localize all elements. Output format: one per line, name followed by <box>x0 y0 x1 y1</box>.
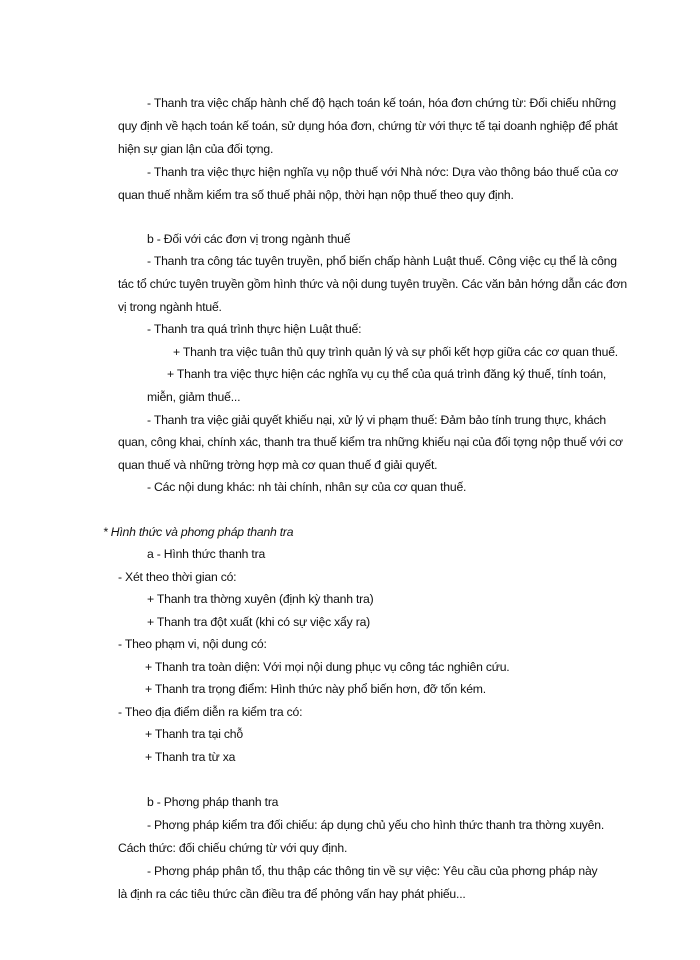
paragraph-line: quy định về hạch toán kế toán, sử dụng hóa đơn, chứng từ với thực tế tại doanh nghiệp để phát <box>118 119 618 133</box>
paragraph-line: - Thanh tra việc giải quyết khiếu nại, xử lý vi phạm thuế: Đảm bảo tính trung thực, khách <box>147 413 606 427</box>
list-item: + Thanh tra trọng điểm: Hình thức này phổ biến hơn, đỡ tốn kém. <box>145 682 486 696</box>
list-item: + Thanh tra đột xuất (khi có sự việc xẩy ra) <box>147 615 371 629</box>
paragraph-line: + Thanh tra việc tuân thủ quy trình quản lý và sự phối kết hợp giữa các cơ quan thuế. <box>173 345 618 359</box>
list-item: + Thanh tra từ xa <box>145 750 236 764</box>
list-item: + Thanh tra tại chỗ <box>145 727 243 741</box>
list-item: - Xét theo thời gian có: <box>118 570 237 584</box>
section-heading: a - Hình thức thanh tra <box>147 547 266 561</box>
paragraph-line: - Thanh tra việc chấp hành chế độ hạch toán kế toán, hóa đơn chứng từ: Đối chiếu những <box>147 96 617 110</box>
paragraph-line: vị trong ngành htuế. <box>118 300 222 314</box>
paragraph-line: hiện sự gian lận của đối tợng. <box>118 142 274 156</box>
list-item: + Thanh tra thờng xuyên (định kỳ thanh tra) <box>147 592 374 606</box>
paragraph-line: Cách thức: đối chiếu chứng từ với quy định. <box>118 841 348 855</box>
paragraph-line: - Phơng pháp kiểm tra đối chiếu: áp dụng chủ yếu cho hình thức thanh tra thờng xuyên. <box>147 818 605 832</box>
paragraph-line: quan, công khai, chính xác, thanh tra thuế kiểm tra những khiếu nại của đối tợng nộp thuế với cơ <box>118 435 623 449</box>
list-item: - Theo địa điểm diễn ra kiểm tra có: <box>118 705 303 719</box>
paragraph-line: - Các nội dung khác: nh tài chính, nhân sự của cơ quan thuế. <box>147 480 467 494</box>
paragraph-line: quan thuế và những trờng hợp mà cơ quan thuế đ giải quyết. <box>118 458 438 472</box>
paragraph-line: quan thuế nhằm kiểm tra số thuế phải nộp, thời hạn nộp thuế theo quy định. <box>118 188 514 202</box>
section-heading: b - Đối với các đơn vị trong ngành thuế <box>147 232 351 246</box>
paragraph-line: - Phơng pháp phân tổ, thu thập các thông tin về sự việc: Yêu cầu của phơng pháp này <box>147 864 598 878</box>
paragraph-line: tác tổ chức tuyên truyền gồm hình thức và nội dung tuyên truyền. Các văn bản hớng dẫn các đơn <box>118 277 627 291</box>
list-item: + Thanh tra toàn diện: Với mọi nội dung phục vụ công tác nghiên cứu. <box>145 660 510 674</box>
section-heading: b - Phơng pháp thanh tra <box>147 795 279 809</box>
paragraph-line: là định ra các tiêu thức cần điều tra để phỏng vấn hay phát phiếu... <box>118 887 466 901</box>
paragraph-line: - Thanh tra công tác tuyên truyền, phổ biến chấp hành Luật thuế. Công việc cụ thể là công <box>147 254 617 268</box>
paragraph-line: miễn, giảm thuế... <box>147 390 241 404</box>
paragraph-line: - Thanh tra quá trình thực hiện Luật thuế: <box>147 322 362 336</box>
paragraph-line: + Thanh tra việc thực hiện các nghĩa vụ cụ thể của quá trình đăng ký thuế, tính toán, <box>167 367 607 381</box>
section-heading: * Hình thức và phơng pháp thanh tra <box>103 525 294 539</box>
paragraph-line: - Thanh tra việc thực hiện nghĩa vụ nộp thuế với Nhà nớc: Dựa vào thông báo thuế của cơ <box>147 165 619 179</box>
list-item: - Theo phạm vi, nội dung có: <box>118 637 267 651</box>
